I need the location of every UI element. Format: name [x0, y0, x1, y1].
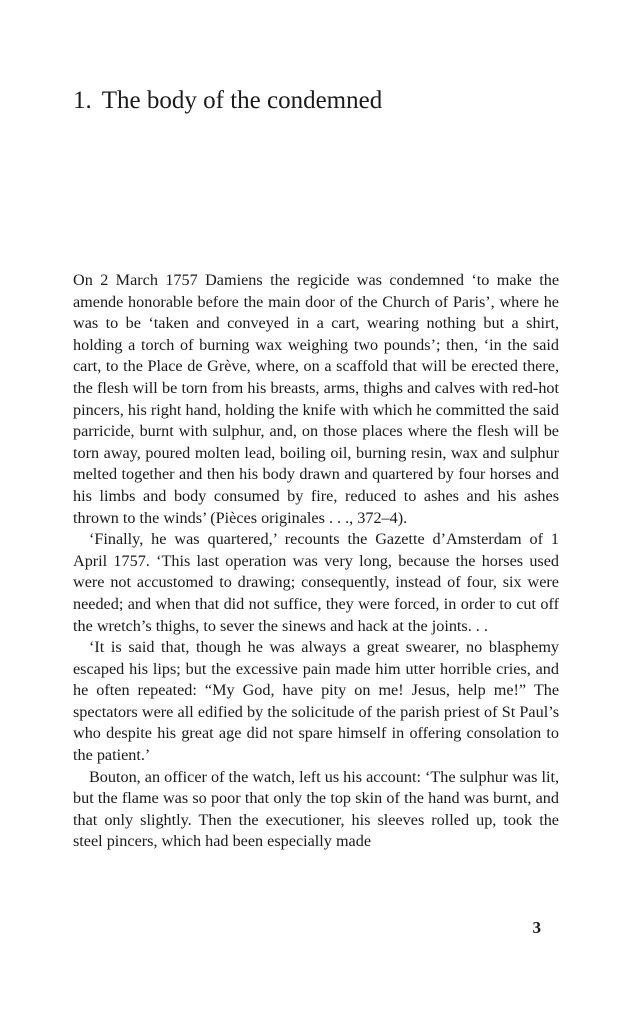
paragraph: Bouton, an officer of the watch, left us his account: ‘The sulphur was lit, but the flame was so poor that only the top skin of the hand was burnt, and that only slightly. Then the executioner, his sleeves rolled up, took the steel pincers, which had been especially made — [73, 767, 559, 851]
chapter-number: 1. — [73, 87, 92, 114]
chapter-title: The body of the condemned — [101, 87, 383, 114]
chapter-heading — [73, 86, 382, 116]
paragraph: ‘It is said that, though he was always a great swearer, no blasphemy escaped his lips; but the excessive pain made him utter horrible cries, and he often repeated: “My God, have pity on me! Jesus, help me!” The spectators were all edified by the solicitude of the parish priest of St Paul’s who despite his great age did not spare himself in offering consolation to the patient.’ — [73, 638, 559, 765]
paragraph: ‘Finally, he was quartered,’ recounts the Gazette d’Amsterdam of 1 April 1757. ‘This last operation was very long, because the horses used were not accustomed to drawing; consequently, instead of four, six were needed; and when that did not suffice, they were forced, in order to cut off the wretch’s thighs, to sever the sinews and hack at the joints. . . — [73, 530, 559, 635]
body-text — [73, 270, 559, 853]
paragraph: On 2 March 1757 Damiens the regicide was condemned ‘to make the amende honorable before the main door of the Church of Paris’, where he was to be ‘taken and conveyed in a cart, wearing nothing but a shirt, holding a torch of burning wax weighing two pounds’; then, ‘in the said cart, to the Place de Grève, where, on a scaffold that will be erected there, the flesh will be torn from his breasts, arms, thighs and calves with red-hot pincers, his right hand, holding the knife with which he committed the said parricide, burnt with sulphur, and, on those places where the flesh will be torn away, poured molten lead, boiling oil, burning resin, wax and sulphur melted together and then his body drawn and quartered by four horses and his limbs and body consumed by fire, reduced to ashes and his ashes thrown to the winds’ (Pièces originales . . ., 372–4). — [73, 271, 559, 527]
page-number: 3 — [532, 918, 541, 937]
